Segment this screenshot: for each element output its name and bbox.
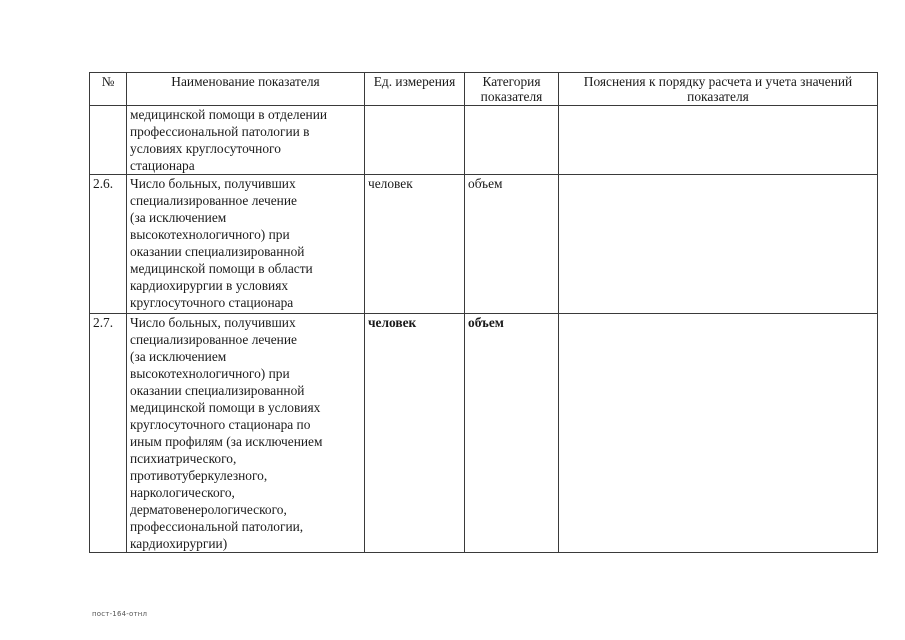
table-row (90, 175, 878, 314)
row-unit (365, 106, 465, 175)
row-category: объем (465, 175, 559, 314)
header-number: № (90, 73, 127, 106)
row-notes (559, 175, 878, 314)
row-number: 2.7. (90, 314, 127, 553)
row-indicator-name: Число больных, получивших специализированное лечение (за исключением высокотехнологичного) при оказании специализированной медицинской помощи в области кардиохирургии в условиях круглосуточного стационара (127, 175, 365, 314)
header-notes: Пояснения к порядку расчета и учета значений показателя (559, 73, 878, 106)
row-number: 2.6. (90, 175, 127, 314)
row-number (90, 106, 127, 175)
header-category: Категория показателя (465, 73, 559, 106)
row-category: объем (465, 314, 559, 553)
row-notes (559, 314, 878, 553)
header-unit: Ед. измерения (365, 73, 465, 106)
footer-file-label: пост-164-отнл (92, 610, 148, 618)
row-indicator-name: Число больных, получивших специализированное лечение (за исключением высокотехнологичного) при оказании специализированной медицинской помощи в условиях круглосуточного стационара по иным профилям (за исключением психиатрического, противотуберкулезного, наркологического, дерматовенерологического, профессиональной патологии, кардиохирургии) (127, 314, 365, 553)
row-unit: человек (365, 314, 465, 553)
indicators-table (89, 72, 878, 553)
row-category (465, 106, 559, 175)
row-indicator-name: медицинской помощи в отделении профессиональной патологии в условиях круглосуточного стационара (127, 106, 365, 175)
row-unit: человек (365, 175, 465, 314)
table-header-row (90, 73, 878, 106)
table-row (90, 314, 878, 553)
row-notes (559, 106, 878, 175)
header-indicator-name: Наименование показателя (127, 73, 365, 106)
table-row (90, 106, 878, 175)
